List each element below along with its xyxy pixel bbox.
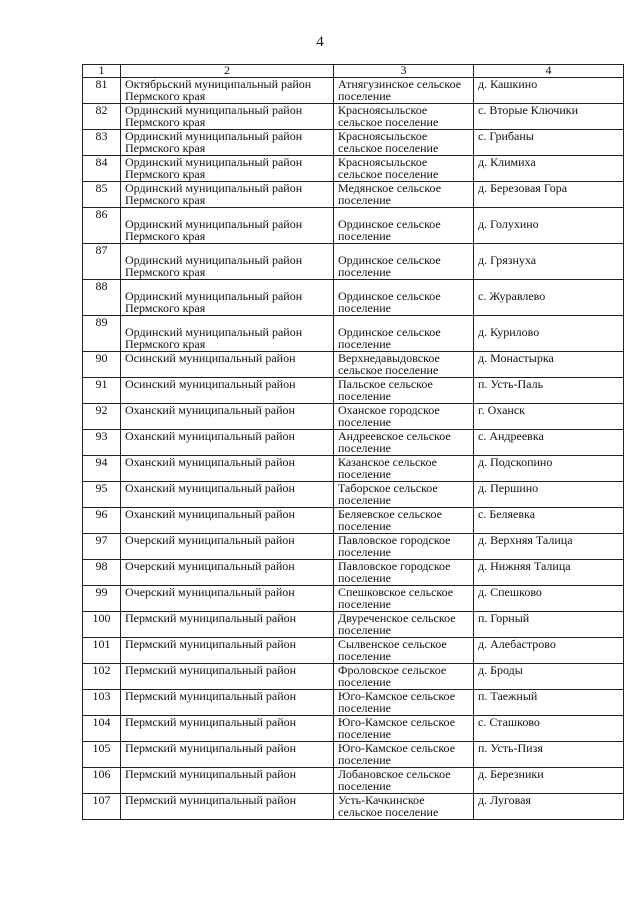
table-row (83, 794, 624, 820)
settlement-cell: Ординское сельское поселение (334, 208, 474, 244)
table-row (83, 768, 624, 794)
locality-cell: п. Горный (474, 612, 624, 638)
table-row (83, 280, 624, 316)
table-body (83, 78, 624, 820)
district-cell: Ординский муниципальный район Пермского края (121, 104, 334, 130)
district-cell: Пермский муниципальный район (121, 768, 334, 794)
settlement-cell: Павловское городское поселение (334, 534, 474, 560)
row-number: 96 (83, 508, 121, 534)
district-cell: Оханский муниципальный район (121, 482, 334, 508)
row-number: 105 (83, 742, 121, 768)
row-number: 93 (83, 430, 121, 456)
locality-cell: д. Курилово (474, 316, 624, 352)
row-number: 91 (83, 378, 121, 404)
table-row (83, 404, 624, 430)
settlement-cell: Усть-Качкинское сельское поселение (334, 794, 474, 820)
district-cell: Пермский муниципальный район (121, 638, 334, 664)
table-row (83, 742, 624, 768)
table-row (83, 560, 624, 586)
district-cell: Ординский муниципальный район Пермского края (121, 182, 334, 208)
row-number: 92 (83, 404, 121, 430)
table-row (83, 534, 624, 560)
locality-cell: г. Оханск (474, 404, 624, 430)
table-row (83, 664, 624, 690)
district-cell: Ординский муниципальный район Пермского края (121, 316, 334, 352)
locality-cell: д. Березовая Гора (474, 182, 624, 208)
table-row (83, 586, 624, 612)
locality-cell: с. Вторые Ключики (474, 104, 624, 130)
row-number: 84 (83, 156, 121, 182)
settlement-cell: Лобановское сельское поселение (334, 768, 474, 794)
district-cell: Пермский муниципальный район (121, 742, 334, 768)
locality-cell: с. Андреевка (474, 430, 624, 456)
table-row (83, 508, 624, 534)
table-row (83, 378, 624, 404)
locality-cell: с. Сташково (474, 716, 624, 742)
row-number: 89 (83, 316, 121, 352)
district-cell: Оханский муниципальный район (121, 404, 334, 430)
settlement-cell: Юго-Камское сельское поселение (334, 716, 474, 742)
locality-cell: д. Голухино (474, 208, 624, 244)
table-row (83, 208, 624, 244)
table-row (83, 130, 624, 156)
settlement-cell: Ординское сельское поселение (334, 244, 474, 280)
table-header-row (83, 65, 624, 78)
column-header: 1 (83, 65, 121, 78)
district-cell: Ординский муниципальный район Пермского края (121, 280, 334, 316)
table-row (83, 690, 624, 716)
locality-cell: п. Усть-Паль (474, 378, 624, 404)
settlement-cell: Красноясыльское сельское поселение (334, 104, 474, 130)
settlement-cell: Таборское сельское поселение (334, 482, 474, 508)
table-row (83, 244, 624, 280)
settlement-cell: Сылвенское сельское поселение (334, 638, 474, 664)
settlement-cell: Спешковское сельское поселение (334, 586, 474, 612)
locality-cell: д. Климиха (474, 156, 624, 182)
district-cell: Пермский муниципальный район (121, 690, 334, 716)
locality-cell: д. Алебастрово (474, 638, 624, 664)
row-number: 99 (83, 586, 121, 612)
row-number: 100 (83, 612, 121, 638)
page-number: 4 (316, 34, 324, 50)
locality-cell: д. Спешково (474, 586, 624, 612)
row-number: 85 (83, 182, 121, 208)
settlement-cell: Оханское городское поселение (334, 404, 474, 430)
locality-cell: д. Подскопино (474, 456, 624, 482)
settlement-cell: Юго-Камское сельское поселение (334, 742, 474, 768)
locality-cell: д. Грязнуха (474, 244, 624, 280)
locality-cell: с. Грибаны (474, 130, 624, 156)
settlement-cell: Двуреченское сельское поселение (334, 612, 474, 638)
row-number: 101 (83, 638, 121, 664)
settlement-cell: Ординское сельское поселение (334, 316, 474, 352)
row-number: 81 (83, 78, 121, 104)
district-cell: Очерский муниципальный район (121, 586, 334, 612)
table-row (83, 638, 624, 664)
settlement-cell: Пальское сельское поселение (334, 378, 474, 404)
district-cell: Осинский муниципальный район (121, 352, 334, 378)
row-number: 97 (83, 534, 121, 560)
district-cell: Оханский муниципальный район (121, 456, 334, 482)
table-row (83, 104, 624, 130)
locality-cell: с. Беляевка (474, 508, 624, 534)
district-cell: Очерский муниципальный район (121, 560, 334, 586)
row-number: 104 (83, 716, 121, 742)
locality-cell: д. Верхняя Талица (474, 534, 624, 560)
table-row (83, 456, 624, 482)
column-header: 2 (121, 65, 334, 78)
locality-cell: п. Таежный (474, 690, 624, 716)
settlements-table (82, 64, 624, 820)
district-cell: Пермский муниципальный район (121, 716, 334, 742)
settlement-cell: Фроловское сельское поселение (334, 664, 474, 690)
settlement-cell: Ординское сельское поселение (334, 280, 474, 316)
locality-cell: д. Кашкино (474, 78, 624, 104)
row-number: 86 (83, 208, 121, 244)
settlement-cell: Казанское сельское поселение (334, 456, 474, 482)
table-row (83, 612, 624, 638)
table-row (83, 78, 624, 104)
district-cell: Пермский муниципальный район (121, 664, 334, 690)
table-row (83, 430, 624, 456)
settlement-cell: Медянское сельское поселение (334, 182, 474, 208)
district-cell: Очерский муниципальный район (121, 534, 334, 560)
locality-cell: д. Монастырка (474, 352, 624, 378)
table-row (83, 352, 624, 378)
row-number: 87 (83, 244, 121, 280)
row-number: 82 (83, 104, 121, 130)
settlement-cell: Красноясыльское сельское поселение (334, 156, 474, 182)
column-header: 3 (334, 65, 474, 78)
column-header: 4 (474, 65, 624, 78)
locality-cell: д. Луговая (474, 794, 624, 820)
locality-cell: п. Усть-Пизя (474, 742, 624, 768)
settlement-cell: Атнягузинское сельское поселение (334, 78, 474, 104)
row-number: 90 (83, 352, 121, 378)
locality-cell: д. Першино (474, 482, 624, 508)
locality-cell: д. Березники (474, 768, 624, 794)
settlement-cell: Верхнедавыдовское сельское поселение (334, 352, 474, 378)
district-cell: Ординский муниципальный район Пермского края (121, 244, 334, 280)
table-row (83, 716, 624, 742)
table-row (83, 182, 624, 208)
district-cell: Пермский муниципальный район (121, 612, 334, 638)
district-cell: Оханский муниципальный район (121, 508, 334, 534)
district-cell: Ординский муниципальный район Пермского края (121, 208, 334, 244)
locality-cell: д. Броды (474, 664, 624, 690)
settlement-cell: Павловское городское поселение (334, 560, 474, 586)
district-cell: Ординский муниципальный район Пермского края (121, 130, 334, 156)
table-row (83, 482, 624, 508)
row-number: 98 (83, 560, 121, 586)
settlement-cell: Андреевское сельское поселение (334, 430, 474, 456)
settlement-cell: Юго-Камское сельское поселение (334, 690, 474, 716)
table-row (83, 156, 624, 182)
district-cell: Ординский муниципальный район Пермского края (121, 156, 334, 182)
table-row (83, 316, 624, 352)
locality-cell: д. Нижняя Талица (474, 560, 624, 586)
row-number: 107 (83, 794, 121, 820)
row-number: 88 (83, 280, 121, 316)
district-cell: Пермский муниципальный район (121, 794, 334, 820)
row-number: 94 (83, 456, 121, 482)
row-number: 83 (83, 130, 121, 156)
settlement-cell: Беляевское сельское поселение (334, 508, 474, 534)
row-number: 106 (83, 768, 121, 794)
settlement-cell: Красноясыльское сельское поселение (334, 130, 474, 156)
locality-cell: с. Журавлево (474, 280, 624, 316)
row-number: 95 (83, 482, 121, 508)
row-number: 103 (83, 690, 121, 716)
district-cell: Оханский муниципальный район (121, 430, 334, 456)
district-cell: Осинский муниципальный район (121, 378, 334, 404)
row-number: 102 (83, 664, 121, 690)
district-cell: Октябрьский муниципальный район Пермского края (121, 78, 334, 104)
